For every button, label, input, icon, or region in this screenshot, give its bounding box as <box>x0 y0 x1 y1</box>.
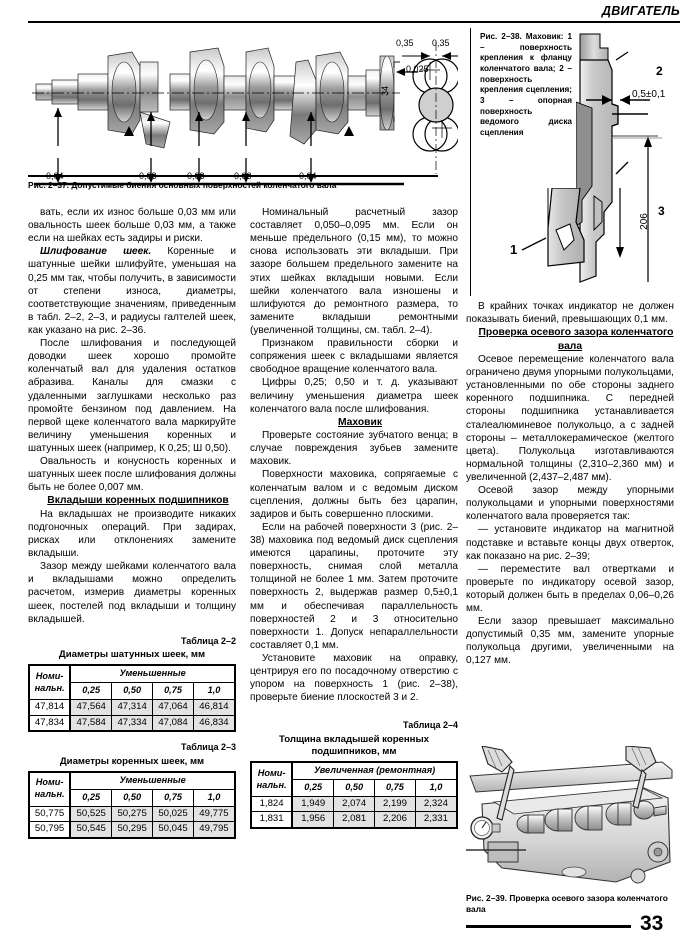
t24-r2c2: 1,956 <box>292 812 334 828</box>
table-row <box>29 806 235 821</box>
c2-p2: Признаком правильности сборки и сопряжения шеек с вкладышами является свободное вращение коленчатого вала. <box>250 338 458 376</box>
c1-p5: На вкладышах не производите никаких подгоночных операций. При задирах, рисках или отклонениях замените вкладыши. <box>28 508 236 560</box>
c1-p1: вать, если их износ больше 0,03 мм или овальность шеек больше 0,03 мм, а также если на шейках есть задиры и риски. <box>28 207 236 245</box>
page-title: ДВИГАТЕЛЬ <box>601 4 680 18</box>
runout-label-3: 0,03 <box>187 171 205 181</box>
t23-r2c4: 50,045 <box>153 822 194 838</box>
crankshaft-drawing <box>28 26 458 194</box>
figure-2-37-caption: Рис. 2–37. Допустимые биения основных поверхностей коленчатого вала <box>28 180 337 190</box>
t24-sub-3: 0,75 <box>375 780 416 797</box>
t23-group-header: Уменьшенные <box>70 772 235 789</box>
table-2-3-number: Таблица 2–3 <box>180 742 236 753</box>
c3-p1: В крайних точках индикатор не должен показывать биений, превышающих 0,1 мм. <box>466 301 674 326</box>
runout-label-2: 0,03 <box>139 171 157 181</box>
c1-p2 <box>28 245 236 337</box>
t24-sub-4: 1,0 <box>415 780 457 797</box>
table-2-3-title: Диаметры коренных шеек, мм <box>59 755 205 767</box>
t24-r1c5: 2,324 <box>415 796 457 811</box>
t23-r1c2: 50,525 <box>70 806 112 821</box>
t24-sub-1: 0,25 <box>292 780 334 797</box>
text-column-3 <box>466 300 674 668</box>
figure-2-37-divider <box>28 175 438 177</box>
t24-sub-2: 0,50 <box>334 780 375 797</box>
c2-p5: Поверхности маховика, сопрягаемые с коленчатым валом и с ведомым диском сцепления, должны быть без царапин, задиров и быть совершенно плоскими. <box>250 469 458 520</box>
table-2-2 <box>28 664 236 732</box>
c1-p3: После шлифования и последующей доводки шеек хорошо промойте коленчатый вал для удаления остатков абразива. Каналы для смазки с удаленными заглушками несколько раз промойте бензином под давлением. На первой щеке коленчатого вала маркируйте величину уменьшения коренных и шатунных шеек (например, К 0,25; Ш 0,50). <box>28 338 236 454</box>
t23-sub-4: 1,0 <box>193 789 235 806</box>
runout-label-4: 0,03 <box>234 171 252 181</box>
c3-p5: — переместите вал отвертками и проверьте по индикатору осевой зазор, который должен быть в пределах 0,06–0,26 мм. <box>466 563 674 615</box>
t22-r1c4: 47,064 <box>153 700 194 715</box>
t23-sub-2: 0,50 <box>112 789 153 806</box>
c1-p6: Зазор между шейками коленчатого вала и вкладышами можно определить расчетом, измерив диаметры коренных шеек, постелей под вкладыши и толщину вкладышей. <box>28 561 236 625</box>
header-divider <box>28 21 680 23</box>
detail-label-0025: 0,025 <box>406 64 429 74</box>
figure-2-37-crankshaft <box>28 26 458 194</box>
table-2-3 <box>28 771 236 839</box>
detail-label-035-right: 0,35 <box>432 38 450 48</box>
t24-r2c1: 1,831 <box>251 812 292 828</box>
text-column-1 <box>28 206 236 839</box>
t23-r2c1: 50,795 <box>29 822 70 838</box>
table-row <box>29 715 235 731</box>
c2-p1: Номинальный расчетный зазор составляет 0,050–0,095 мм. Если он меньше предельного (0,15 мм), то можно снова использовать эти вкладыши. При зазоре большем предельного замените на этих шейках вкладыши новыми. Если шейки коленчатого вала изношены и шлифуются до ремонтного размера, то замените вкладыши ремонтными (увеличенной толщины, см. табл. 2–4). <box>250 207 458 336</box>
t22-r1c5: 46,814 <box>193 700 235 715</box>
t22-r2c4: 47,084 <box>153 715 194 731</box>
t23-r2c5: 49,795 <box>193 822 235 838</box>
t23-r1c1: 50,775 <box>29 806 70 821</box>
page-number: 33 <box>640 912 664 935</box>
t23-r2c2: 50,545 <box>70 822 112 838</box>
c3-p6: Если зазор превышает максимально допустимый 0,35 мм, замените упорные полукольца другими, увеличенными на 0,127 мм. <box>466 616 674 667</box>
table-row <box>29 772 235 789</box>
text-column-2 <box>250 206 458 829</box>
detail-label-035-left: 0,35 <box>396 38 414 48</box>
table-row <box>29 700 235 715</box>
t24-r1c4: 2,199 <box>375 796 416 811</box>
t24-r2c5: 2,331 <box>415 812 457 828</box>
c1-p2-body: Коренные и шатунные шейки шлифуйте, уменьшая на 0,25 мм так, чтобы получить, в зависимости от степени износа, диаметры, соответствующие значениям, приведенным в табл. 2–2, 2–3, и радиусы галтелей шеек, как указано на рис. 2–36. <box>28 246 236 336</box>
c2-p4: Проверьте состояние зубчатого венца; в случае повреждения зубьев замените маховик. <box>250 430 458 468</box>
flywheel-dim-thickness: 0,5±0,1 <box>632 89 666 100</box>
table-2-2-number: Таблица 2–2 <box>180 635 236 646</box>
figure-2-38-caption: Рис. 2–38. Маховик: 1 – поверхность крепления к фланцу коленчатого вала; 2 – поверхность крепления сцепления; 3 – опорная поверхность ведомого диска сцепления <box>480 32 572 137</box>
c2-p3: Цифры 0,25; 0,50 и т. д. указывают величину уменьшения диаметра шеек коленчатого вала после шлифования. <box>250 377 458 415</box>
c3-p2: Осевое перемещение коленчатого вала ограничено двумя упорными полукольцами, установленными по обе стороны заднего коренного подшипника. С передней стороны подшипника устанавливается сталеалюминевое полукольцо, а с задней стороны – металлокерамическое (желтого цвета). Полукольца изготавливаются нормальной толщины (2,310–2,360 мм) и увеличенной (2,437–2,487 мм). <box>466 353 674 483</box>
t22-r2c1: 47,834 <box>29 715 70 731</box>
flywheel-callout-3: 3 <box>658 204 665 218</box>
c2-p7: Установите маховик на оправку, центрируя его по посадочному отверстию с упором на поверхность 1 (рис. 2–38), проверьте биение плоскостей 3 и 2. <box>250 652 458 704</box>
t22-sub-1: 0,25 <box>70 683 112 700</box>
table-row <box>251 796 457 811</box>
c1-p4: Овальность и конусность коренных и шатунных шеек после шлифования должны быть не более 0,007 мм. <box>28 456 236 494</box>
c2-p6: Если на рабочей поверхности 3 (рис. 2–38) маховика под ведомый диск сцепления имеются царапины, проточите эту поверхность, снимая слой металла толщиной не более 1 мм. Затем проточите поверхность 2, выдержав размер 0,5±0,1 мм и обеспечивая параллельность поверхностей 2 и 3 относительно поверхности 1. Допуск непараллельности составляет 0,1 мм. <box>250 521 458 651</box>
axial-clearance-check-illustration <box>466 746 680 890</box>
t22-nominal-header: Номи-нальн. <box>29 665 70 699</box>
t22-group-header: Уменьшенные <box>70 665 235 682</box>
t24-r1c3: 2,074 <box>334 796 375 811</box>
c2-heading-flywheel: Маховик <box>337 416 382 428</box>
t23-nominal-header: Номи-нальн. <box>29 772 70 806</box>
t23-r1c5: 49,775 <box>193 806 235 821</box>
t22-r1c1: 47,814 <box>29 700 70 715</box>
c1-heading-bearings: Вкладыши коренных подшипников <box>47 495 229 507</box>
t22-r1c3: 47,314 <box>112 700 153 715</box>
t23-sub-3: 0,75 <box>153 789 194 806</box>
t23-r1c4: 50,025 <box>153 806 194 821</box>
page-header <box>28 4 680 23</box>
c3-p4: — установите индикатор на магнитной подставке и вставьте концы двух отверток, как показано на рис. 2–39; <box>466 524 674 562</box>
t22-r2c2: 47,584 <box>70 715 112 731</box>
flywheel-dim-diameter: 206 <box>638 213 650 230</box>
t24-r2c3: 2,081 <box>334 812 375 828</box>
table-2-4-title: Толщина вкладышей коренных подшипников, мм <box>278 734 430 758</box>
t22-sub-2: 0,50 <box>112 683 153 700</box>
t23-r2c3: 50,295 <box>112 822 153 838</box>
t22-sub-4: 1,0 <box>193 683 235 700</box>
table-2-4 <box>250 761 458 829</box>
detail-label-34: 34 <box>380 85 391 97</box>
table-row <box>251 762 457 779</box>
c3-heading-axial-clearance: Проверка осевого зазора коленчатого вала <box>478 327 674 352</box>
table-row <box>29 665 235 682</box>
c3-p3: Осевой зазор между упорными полукольцами и упорными поверхностями коленчатого вала проверяется так: <box>466 485 674 523</box>
t23-sub-1: 0,25 <box>70 789 112 806</box>
figure-2-39-caption: Рис. 2–39. Проверка осевого зазора коленчатого вала <box>466 893 668 914</box>
table-row <box>251 812 457 828</box>
t24-r1c1: 1,824 <box>251 796 292 811</box>
t24-group-header: Увеличенная (ремонтная) <box>292 762 457 779</box>
t24-r1c2: 1,949 <box>292 796 334 811</box>
table-2-4-number: Таблица 2–4 <box>402 720 458 731</box>
table-2-2-title: Диаметры шатунных шеек, мм <box>58 649 206 661</box>
t24-nominal-header: Номи-нальн. <box>251 762 292 796</box>
c1-p2-runin: Шлифование шеек. <box>40 246 152 258</box>
table-row <box>29 822 235 838</box>
flywheel-callout-2: 2 <box>656 64 663 78</box>
figure-2-39-photo <box>466 746 680 890</box>
t23-r1c3: 50,275 <box>112 806 153 821</box>
svg-text:1: 1 <box>510 242 518 257</box>
t24-r2c4: 2,206 <box>375 812 416 828</box>
runout-label-1: 0,04 <box>46 171 64 181</box>
t22-r2c3: 47,334 <box>112 715 153 731</box>
runout-label-5: 0,04 <box>299 171 317 181</box>
t22-sub-3: 0,75 <box>153 683 194 700</box>
footer-divider <box>466 925 631 928</box>
t22-r2c5: 46,834 <box>193 715 235 731</box>
flywheel-lower-section <box>452 188 652 308</box>
t22-r1c2: 47,564 <box>70 700 112 715</box>
